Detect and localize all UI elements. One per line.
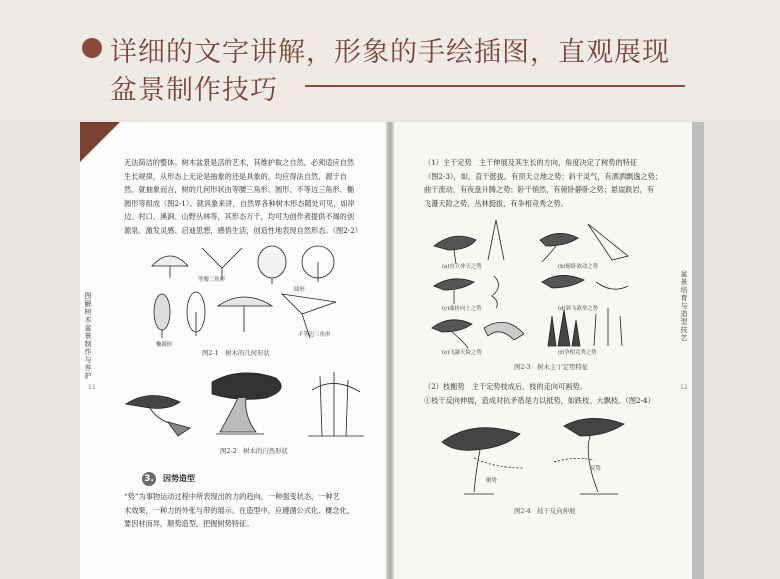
corner-decoration xyxy=(80,122,120,162)
section-paragraph xyxy=(124,490,354,531)
text-line: 圆形等组成（图2-1）。就具象来讲，自然界各种树木形态随处可见，如岸 xyxy=(124,198,355,208)
figure-2-2-natural-trees xyxy=(120,366,370,446)
text-line: “势”为事物运动过程中所表现出的力的趋向，一种强变状态，一种艺 xyxy=(124,492,340,501)
section-title: 因势造型 xyxy=(163,473,195,483)
text-line: 术效果，一种力的外张与带的展示。在造型中，应遵循公式化、概念化， xyxy=(124,505,355,515)
left-paragraph xyxy=(124,156,362,238)
figure-caption: 图2-1 树木的几何形状 xyxy=(202,349,270,357)
banner-header xyxy=(0,0,780,120)
figure-2-4-branch-forms xyxy=(434,412,654,502)
fig-label: 反势 xyxy=(590,466,601,472)
fig-label: (d)斜飞欲举之势 xyxy=(558,306,599,312)
right-page xyxy=(394,122,692,579)
bullet-icon xyxy=(82,38,102,58)
left-side-tab: 图解树木盆景制作与养护 xyxy=(84,292,92,380)
headline-line2: 盆景制作技巧 xyxy=(110,75,278,106)
right-page-number: 12 xyxy=(680,384,688,391)
fig-label: 圆形 xyxy=(294,287,305,293)
text-line: 要因材而异，顺势造型，把握树势特征。 xyxy=(124,519,254,529)
left-page xyxy=(80,122,386,579)
left-page-number: 11 xyxy=(88,384,96,391)
text-line: 飞瀑天险之势，丛林挺拔，有争相竞秀之势。 xyxy=(424,198,568,208)
fig-label: (e)飞瀑天险之势 xyxy=(442,350,482,356)
open-book xyxy=(80,122,704,579)
fig-label: 不等边三角形 xyxy=(298,332,331,338)
text-line: 然。就抽象而言，树的几何形状由等腰三角形、圆形、不等边三角形、椭 xyxy=(124,185,355,195)
right-paragraph xyxy=(424,156,662,210)
book-gutter xyxy=(386,122,394,579)
section-number-badge: 3. xyxy=(142,472,156,486)
figure-caption: 图2-2 树木的自然形状 xyxy=(220,447,288,455)
text-line: （1）主干定势 主干伸展及其生长的方向，角度决定了树势的特征 xyxy=(424,158,638,167)
fig-label: (b)俯卧欲动之势 xyxy=(558,264,599,270)
fig-label: 顺势 xyxy=(486,478,497,484)
text-line: （2）枝衡势 主干定势枝成后，枝的走向可画势。 xyxy=(424,382,587,391)
text-line: 边、村口、溪涧、山野丛林等，其形态万千，均可为创作者提供不竭的创 xyxy=(124,212,355,222)
fig-label: (f)争相竞秀之势 xyxy=(558,350,597,356)
text-line: 无法简洁的整体。树木盆景是活的艺术，其维护取之自然，必须适应自然 xyxy=(124,158,355,167)
fig-label: 等腰三角形 xyxy=(198,277,225,283)
figure-caption: 图2-4 枝干反向伸展 xyxy=(514,507,576,515)
fig-label: (c)曲折向上之势 xyxy=(442,306,482,312)
text-line: ①枝干反向伸展，造成对抗矛盾是力以抵势，如跌枝、大飘枝。（图2-4） xyxy=(424,395,655,405)
text-line: （图2-3），如，直干挺拔，有顶天立地之势；斜干灵气，有洒洒飘逸之势； xyxy=(424,171,662,181)
text-line: 生长规律，从形态上无论是抽象的还是具象的，均应得法自然，源于自 xyxy=(124,171,347,181)
fig-label: 椭圆形 xyxy=(156,342,173,348)
text-line: 源泉。激发灵感、启迪思想，感悟生活，创造性地表现自然形态。（图2-2） xyxy=(124,225,362,235)
headline-line1: 详细的文字讲解，形象的手绘插图，直观展现 xyxy=(110,37,670,68)
right-side-tab: 盆景培育与造型技艺 xyxy=(680,270,688,342)
text-line: 曲干流动，有夜盘升腾之势；卧干悄然，有俯卧静卧之势；悬崖跌岩，有 xyxy=(424,185,655,195)
decorative-rule xyxy=(305,85,685,87)
right-paragraph-2 xyxy=(424,380,655,407)
figure-2-3-trunk-forms xyxy=(428,216,638,356)
fig-label: (a)直立冲天之势 xyxy=(442,264,482,270)
figure-caption: 图2-3 树木主干定势特征 xyxy=(514,363,589,371)
